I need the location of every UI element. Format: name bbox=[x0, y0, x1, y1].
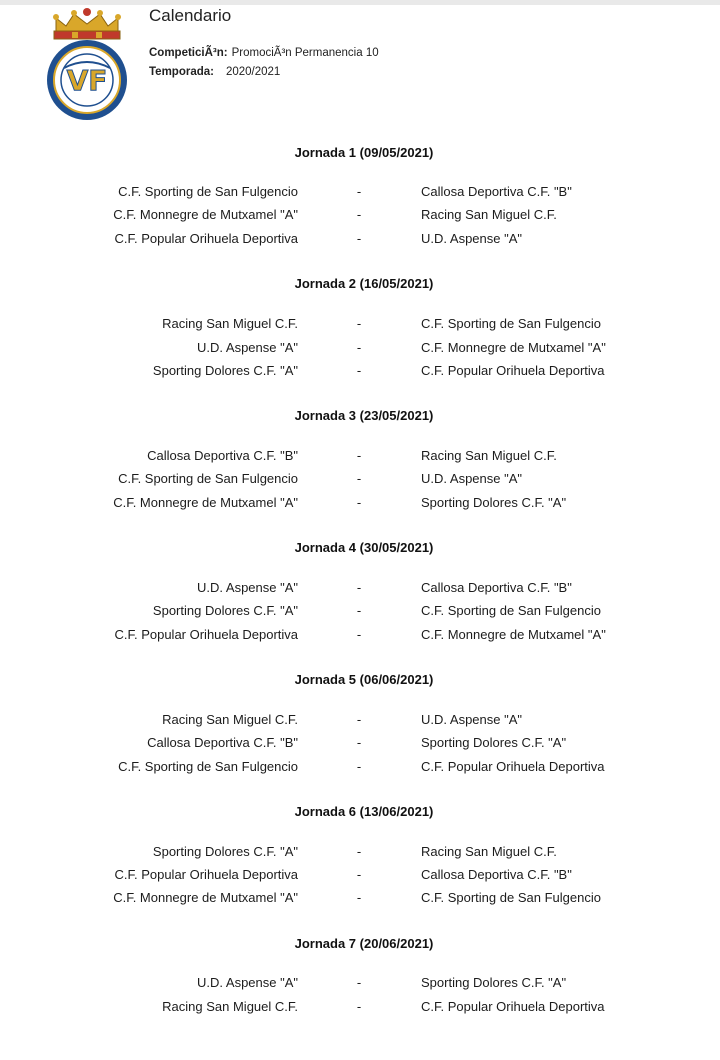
match-separator: - bbox=[356, 471, 362, 486]
home-team: C.F. Monnegre de Mutxamel "A" bbox=[113, 207, 298, 222]
away-team: C.F. Popular Orihuela Deportiva bbox=[421, 363, 605, 378]
match-row bbox=[0, 712, 720, 734]
svg-text:VF: VF bbox=[66, 64, 108, 97]
match-separator: - bbox=[356, 844, 362, 859]
match-separator: - bbox=[356, 735, 362, 750]
crown-icon bbox=[53, 8, 121, 39]
match-row bbox=[0, 207, 720, 229]
competition-value: PromociÃ³n Permanencia 10 bbox=[231, 47, 379, 59]
match-separator: - bbox=[356, 627, 362, 642]
away-team: Callosa Deportiva C.F. "B" bbox=[421, 867, 572, 882]
match-separator: - bbox=[356, 207, 362, 222]
jornada-heading: Jornada 2 (16/05/2021) bbox=[294, 276, 434, 291]
away-team: Racing San Miguel C.F. bbox=[421, 207, 557, 222]
match-separator: - bbox=[356, 316, 362, 331]
jornada-heading: Jornada 7 (20/06/2021) bbox=[294, 936, 434, 951]
away-team: Callosa Deportiva C.F. "B" bbox=[421, 580, 572, 595]
match-row bbox=[0, 580, 720, 602]
match-separator: - bbox=[356, 975, 362, 990]
match-separator: - bbox=[356, 712, 362, 727]
away-team: U.D. Aspense "A" bbox=[421, 712, 522, 727]
match-row bbox=[0, 627, 720, 649]
season-label: Temporada: bbox=[149, 66, 214, 78]
home-team: U.D. Aspense "A" bbox=[197, 340, 298, 355]
away-team: Racing San Miguel C.F. bbox=[421, 844, 557, 859]
home-team: C.F. Popular Orihuela Deportiva bbox=[114, 867, 298, 882]
home-team: C.F. Popular Orihuela Deportiva bbox=[114, 627, 298, 642]
season-value: 2020/2021 bbox=[225, 66, 281, 78]
home-team: C.F. Sporting de San Fulgencio bbox=[118, 759, 298, 774]
match-row bbox=[0, 184, 720, 206]
competition-line bbox=[149, 47, 379, 59]
home-team: Sporting Dolores C.F. "A" bbox=[152, 844, 298, 859]
jornada-heading: Jornada 6 (13/06/2021) bbox=[294, 804, 434, 819]
match-row bbox=[0, 735, 720, 757]
away-team: C.F. Monnegre de Mutxamel "A" bbox=[421, 627, 606, 642]
home-team: Callosa Deportiva C.F. "B" bbox=[147, 448, 298, 463]
match-separator: - bbox=[356, 231, 362, 246]
away-team: C.F. Popular Orihuela Deportiva bbox=[421, 999, 605, 1014]
match-separator: - bbox=[356, 580, 362, 595]
federation-logo bbox=[42, 6, 132, 124]
away-team: C.F. Sporting de San Fulgencio bbox=[421, 316, 601, 331]
match-row bbox=[0, 975, 720, 997]
match-row bbox=[0, 340, 720, 362]
jornada-heading: Jornada 4 (30/05/2021) bbox=[294, 540, 434, 555]
season-line bbox=[149, 66, 280, 78]
page-title: Calendario bbox=[149, 6, 232, 25]
away-team: C.F. Monnegre de Mutxamel "A" bbox=[421, 340, 606, 355]
home-team: Racing San Miguel C.F. bbox=[162, 712, 298, 727]
match-separator: - bbox=[356, 759, 362, 774]
home-team: C.F. Sporting de San Fulgencio bbox=[118, 184, 298, 199]
away-team: U.D. Aspense "A" bbox=[421, 231, 522, 246]
top-bar bbox=[0, 0, 720, 5]
away-team: Callosa Deportiva C.F. "B" bbox=[421, 184, 572, 199]
home-team: U.D. Aspense "A" bbox=[197, 580, 298, 595]
match-separator: - bbox=[356, 603, 362, 618]
jornada-heading: Jornada 5 (06/06/2021) bbox=[294, 672, 434, 687]
match-row bbox=[0, 603, 720, 625]
away-team: Sporting Dolores C.F. "A" bbox=[421, 495, 567, 510]
match-separator: - bbox=[356, 867, 362, 882]
away-team: C.F. Sporting de San Fulgencio bbox=[421, 890, 601, 905]
match-separator: - bbox=[356, 448, 362, 463]
jornada-heading: Jornada 1 (09/05/2021) bbox=[294, 145, 434, 160]
jornada-heading: Jornada 3 (23/05/2021) bbox=[294, 408, 434, 423]
home-team: Callosa Deportiva C.F. "B" bbox=[147, 735, 298, 750]
away-team: Racing San Miguel C.F. bbox=[421, 448, 557, 463]
match-row bbox=[0, 231, 720, 253]
match-row bbox=[0, 867, 720, 889]
home-team: C.F. Monnegre de Mutxamel "A" bbox=[113, 495, 298, 510]
away-team: Sporting Dolores C.F. "A" bbox=[421, 975, 567, 990]
match-row bbox=[0, 890, 720, 912]
match-row bbox=[0, 495, 720, 517]
match-row bbox=[0, 363, 720, 385]
away-team: Sporting Dolores C.F. "A" bbox=[421, 735, 567, 750]
home-team: C.F. Monnegre de Mutxamel "A" bbox=[113, 890, 298, 905]
match-separator: - bbox=[356, 999, 362, 1014]
match-separator: - bbox=[356, 363, 362, 378]
match-row bbox=[0, 844, 720, 866]
match-row bbox=[0, 316, 720, 338]
home-team: Racing San Miguel C.F. bbox=[162, 316, 298, 331]
match-row bbox=[0, 448, 720, 470]
home-team: Sporting Dolores C.F. "A" bbox=[152, 363, 298, 378]
match-separator: - bbox=[356, 184, 362, 199]
home-team: Racing San Miguel C.F. bbox=[162, 999, 298, 1014]
away-team: U.D. Aspense "A" bbox=[421, 471, 522, 486]
match-separator: - bbox=[356, 340, 362, 355]
match-row bbox=[0, 471, 720, 493]
match-separator: - bbox=[356, 495, 362, 510]
match-row bbox=[0, 759, 720, 781]
match-row bbox=[0, 999, 720, 1021]
away-team: C.F. Popular Orihuela Deportiva bbox=[421, 759, 605, 774]
home-team: Sporting Dolores C.F. "A" bbox=[152, 603, 298, 618]
match-separator: - bbox=[356, 890, 362, 905]
home-team: C.F. Sporting de San Fulgencio bbox=[118, 471, 298, 486]
competition-label: CompeticiÃ³n: bbox=[149, 47, 228, 59]
home-team: C.F. Popular Orihuela Deportiva bbox=[114, 231, 298, 246]
home-team: U.D. Aspense "A" bbox=[197, 975, 298, 990]
away-team: C.F. Sporting de San Fulgencio bbox=[421, 603, 601, 618]
